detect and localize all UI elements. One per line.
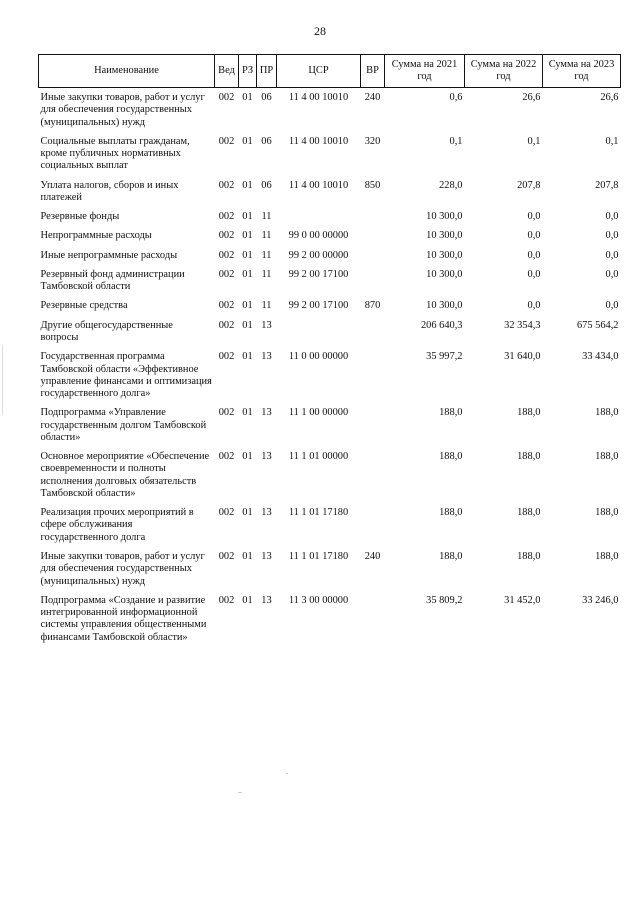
- row-pr: 06: [261, 135, 272, 147]
- row-sum-2023: 188,0: [595, 507, 619, 519]
- row-sum-2021: 10 300,0: [426, 230, 463, 242]
- row-ved: 002: [218, 249, 235, 261]
- row-ved: 002: [218, 594, 235, 606]
- row-vr: 240: [364, 92, 381, 103]
- row-csr: 11 3 00 00000: [288, 594, 349, 606]
- row-name: Уплата налогов, сборов и иных платежей: [40, 179, 179, 203]
- table-row: [39, 269, 621, 301]
- row-name: Резервные фонды: [40, 211, 120, 223]
- row-rz: 01: [242, 407, 253, 419]
- row-sum-2022: 188,0: [517, 507, 541, 519]
- row-name: Другие общегосударственные вопросы: [40, 319, 173, 343]
- table-body: [39, 88, 621, 651]
- row-csr: 11 1 01 17180: [288, 550, 349, 562]
- table-row: [39, 595, 621, 651]
- row-sum-2021: 10 300,0: [426, 268, 463, 280]
- row-ved: 002: [218, 179, 235, 191]
- row-sum-2022: 188,0: [517, 550, 541, 562]
- row-rz: 01: [242, 249, 253, 261]
- row-sum-2021: 188,0: [439, 550, 463, 562]
- row-csr: 11 4 00 10010: [288, 179, 349, 191]
- row-sum-2023: 26,6: [600, 92, 619, 103]
- row-ved: 002: [218, 92, 235, 103]
- row-rz: 01: [242, 135, 253, 147]
- row-csr: 99 0 00 00000: [288, 230, 349, 242]
- row-ved: 002: [218, 550, 235, 562]
- row-name: Государственная программа Тамбовской области «Эффективное управление финансами и оптимизация государственного долга»: [40, 351, 212, 400]
- row-sum-2023: 0,0: [605, 249, 619, 261]
- row-pr: 06: [261, 92, 272, 103]
- row-pr: 13: [261, 319, 272, 331]
- row-vr: 240: [364, 550, 381, 562]
- row-csr: 99 2 00 17100: [288, 268, 349, 280]
- row-sum-2021: 228,0: [439, 179, 463, 191]
- row-name: Социальные выплаты гражданам, кроме публичных нормативных социальных выплат: [40, 135, 190, 172]
- row-rz: 01: [242, 268, 253, 280]
- row-name: Подпрограмма «Управление государственным долгом Тамбовской области»: [40, 407, 207, 443]
- row-sum-2023: 675 564,2: [576, 319, 619, 331]
- row-vr: [361, 230, 385, 249]
- scan-artifact: [238, 792, 242, 793]
- row-sum-2022: 26,6: [522, 92, 541, 103]
- row-sum-2021: 10 300,0: [426, 211, 463, 223]
- row-vr: [361, 595, 385, 651]
- row-rz: 01: [242, 300, 253, 312]
- row-sum-2022: 0,0: [527, 249, 541, 261]
- row-sum-2021: 10 300,0: [426, 249, 463, 261]
- row-sum-2022: 0,0: [527, 300, 541, 312]
- row-pr: 13: [261, 407, 272, 419]
- header-pr: ПР: [257, 55, 277, 88]
- row-vr: 870: [364, 300, 381, 312]
- row-sum-2023: 0,0: [605, 300, 619, 312]
- row-sum-2023: 188,0: [595, 550, 619, 562]
- row-sum-2023: 0,0: [605, 268, 619, 280]
- row-vr: [361, 507, 385, 551]
- row-ved: 002: [218, 135, 235, 147]
- row-sum-2023: 188,0: [595, 407, 619, 419]
- row-name: Резервные средства: [40, 300, 128, 312]
- page-number: 28: [314, 24, 326, 38]
- row-name: Непрограммные расходы: [40, 230, 152, 242]
- row-rz: 01: [242, 211, 253, 223]
- row-name: Иные закупки товаров, работ и услуг для обеспечения государственных (муниципальных) нужд: [40, 550, 205, 587]
- table-row: [39, 320, 621, 352]
- table-row: [39, 230, 621, 249]
- row-ved: 002: [218, 451, 235, 463]
- table-row: [39, 507, 621, 551]
- row-vr: [361, 320, 385, 352]
- row-sum-2021: 188,0: [439, 407, 463, 419]
- table-row: [39, 351, 621, 407]
- row-sum-2021: 206 640,3: [420, 319, 463, 331]
- row-ved: 002: [218, 407, 235, 419]
- row-csr: 11 4 00 10010: [288, 92, 349, 103]
- row-vr: [361, 451, 385, 507]
- header-csr: ЦСР: [277, 55, 361, 88]
- row-sum-2021: 10 300,0: [426, 300, 463, 312]
- row-csr: 99 2 00 17100: [288, 300, 349, 312]
- row-pr: 13: [261, 451, 272, 463]
- row-sum-2023: 0,0: [605, 211, 619, 223]
- row-sum-2023: 33 246,0: [582, 594, 619, 606]
- row-name: Основное мероприятие «Обеспечение своевременности и полноты исполнения долговых обязательств Тамбовской области»: [40, 451, 210, 499]
- row-ved: 002: [218, 319, 235, 331]
- row-vr: 320: [364, 135, 381, 147]
- row-vr: [361, 351, 385, 407]
- row-sum-2022: 31 452,0: [504, 594, 541, 606]
- row-rz: 01: [242, 179, 253, 191]
- row-rz: 01: [242, 550, 253, 562]
- table-row: [39, 88, 621, 136]
- row-rz: 01: [242, 230, 253, 242]
- row-ved: 002: [218, 507, 235, 519]
- row-sum-2022: 31 640,0: [504, 351, 541, 363]
- table-row: [39, 250, 621, 269]
- row-sum-2021: 0,6: [449, 92, 463, 103]
- row-pr: 13: [261, 594, 272, 606]
- row-ved: 002: [218, 300, 235, 312]
- row-sum-2023: 0,0: [605, 230, 619, 242]
- row-sum-2021: 35 809,2: [426, 594, 463, 606]
- header-rz: РЗ: [239, 55, 257, 88]
- row-rz: 01: [242, 319, 253, 331]
- row-ved: 002: [218, 351, 235, 363]
- row-sum-2022: 0,0: [527, 230, 541, 242]
- row-vr: 850: [364, 179, 381, 191]
- row-sum-2021: 0,1: [449, 135, 463, 147]
- row-sum-2021: 188,0: [439, 451, 463, 463]
- row-rz: 01: [242, 594, 253, 606]
- row-pr: 11: [261, 268, 272, 280]
- row-csr: 11 4 00 10010: [288, 135, 349, 147]
- table-row: [39, 211, 621, 230]
- table-row: [39, 451, 621, 507]
- row-name: Иные непрограммные расходы: [40, 249, 178, 261]
- row-pr: 11: [261, 249, 272, 261]
- row-rz: 01: [242, 92, 253, 103]
- table-row: [39, 300, 621, 319]
- header-ved: Вед: [215, 55, 239, 88]
- scan-artifact: [286, 773, 288, 774]
- header-sum-2021: Сумма на 2021 год: [385, 55, 465, 88]
- row-sum-2023: 33 434,0: [582, 351, 619, 363]
- row-ved: 002: [218, 268, 235, 280]
- row-sum-2022: 188,0: [517, 451, 541, 463]
- row-csr: [277, 211, 361, 230]
- row-sum-2023: 188,0: [595, 451, 619, 463]
- table-row: [39, 136, 621, 180]
- row-vr: [361, 211, 385, 230]
- row-name: Иные закупки товаров, работ и услуг для обеспечения государственных (муниципальных) нужд: [40, 92, 205, 128]
- scan-artifact: [2, 345, 3, 415]
- row-csr: 11 1 01 17180: [288, 507, 349, 519]
- row-sum-2022: 0,0: [527, 268, 541, 280]
- row-csr: 11 1 00 00000: [288, 407, 349, 419]
- row-vr: [361, 407, 385, 451]
- row-sum-2021: 188,0: [439, 507, 463, 519]
- row-sum-2022: 188,0: [517, 407, 541, 419]
- row-pr: 06: [261, 179, 272, 191]
- row-csr: 11 1 01 00000: [288, 451, 349, 463]
- table-row: [39, 551, 621, 595]
- table-header: [39, 55, 621, 88]
- row-rz: 01: [242, 507, 253, 519]
- row-ved: 002: [218, 230, 235, 242]
- header-vr: ВР: [361, 55, 385, 88]
- header-name: Наименование: [39, 55, 215, 88]
- row-sum-2022: 0,0: [527, 211, 541, 223]
- row-sum-2022: 0,1: [527, 135, 541, 147]
- header-sum-2023: Сумма на 2023 год: [543, 55, 621, 88]
- row-pr: 11: [261, 211, 272, 223]
- row-rz: 01: [242, 351, 253, 363]
- row-sum-2023: 207,8: [595, 179, 619, 191]
- table-row: [39, 180, 621, 212]
- row-sum-2021: 35 997,2: [426, 351, 463, 363]
- row-csr: 11 0 00 00000: [288, 351, 349, 363]
- row-name: Резервный фонд администрации Тамбовской области: [40, 268, 185, 293]
- row-pr: 13: [261, 550, 272, 562]
- row-rz: 01: [242, 451, 253, 463]
- row-sum-2022: 207,8: [517, 179, 541, 191]
- row-name: Реализация прочих мероприятий в сфере обслуживания государственного долга: [40, 507, 194, 543]
- row-name: Подпрограмма «Создание и развитие интегрированной информационной системы управления общественными финансами Тамбовской области»: [40, 594, 207, 643]
- row-sum-2023: 0,1: [605, 135, 619, 147]
- row-pr: 11: [261, 300, 272, 312]
- row-csr: [277, 320, 361, 352]
- budget-table: [38, 54, 621, 651]
- row-csr: 99 2 00 00000: [288, 249, 349, 261]
- row-sum-2022: 32 354,3: [504, 319, 541, 331]
- row-vr: [361, 269, 385, 301]
- row-vr: [361, 250, 385, 269]
- row-pr: 11: [261, 230, 272, 242]
- row-ved: 002: [218, 211, 235, 223]
- row-pr: 13: [261, 351, 272, 363]
- header-sum-2022: Сумма на 2022 год: [465, 55, 543, 88]
- table-row: [39, 407, 621, 451]
- row-pr: 13: [261, 507, 272, 519]
